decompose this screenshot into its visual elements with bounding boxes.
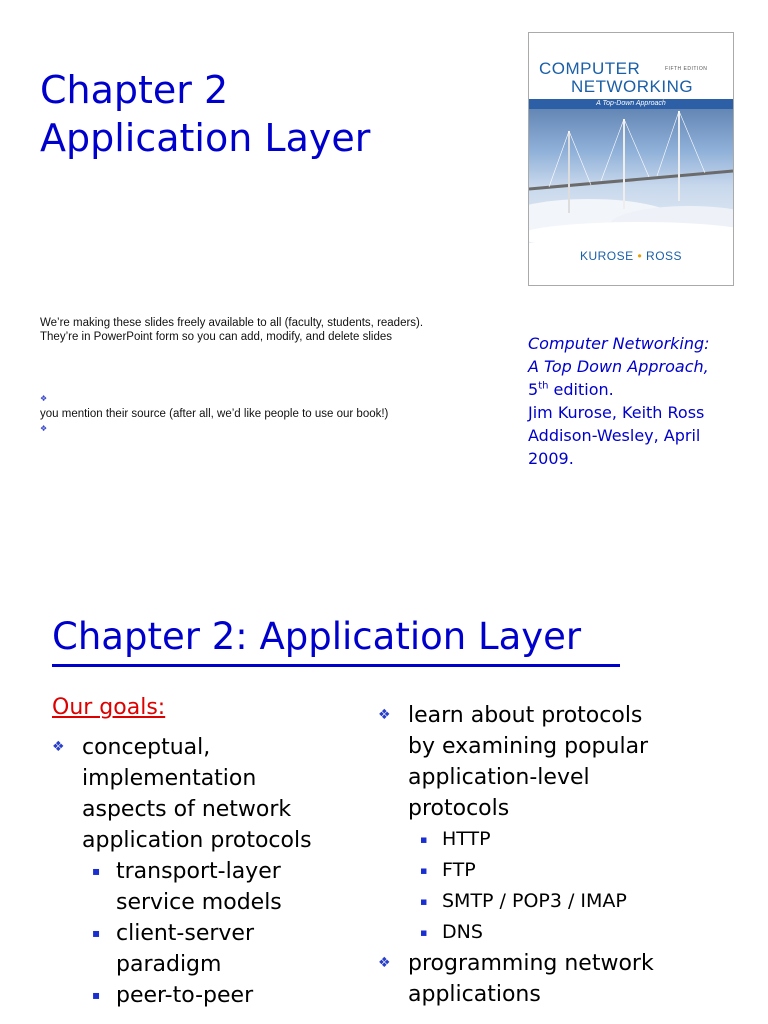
protocol-item-ftp [378, 855, 758, 886]
square-bullet-icon: ▪ [92, 988, 101, 1002]
list-subitem [52, 918, 352, 980]
book-cover [528, 32, 734, 286]
list-item [52, 732, 352, 856]
list-subitem-line: paradigm [116, 952, 222, 977]
protocol-item-http [378, 824, 758, 855]
bridge-illustration [529, 101, 733, 243]
goals-heading: Our goals: [52, 695, 166, 720]
list-item [378, 700, 758, 824]
bullet-icon: ❖ [40, 424, 48, 433]
protocol-label: SMTP / POP3 / IMAP [442, 890, 627, 912]
bullet-icon: ❖ [40, 394, 48, 403]
list-item [378, 948, 758, 1010]
chapter-title-line2: Application Layer [40, 116, 371, 160]
cover-bridge-photo [529, 101, 733, 243]
list-item-line: programming network [408, 951, 654, 976]
license-line2: They’re in PowerPoint form so you can add, modify, and delete slides [40, 331, 392, 343]
cover-title-line1: COMPUTER [539, 59, 641, 78]
list-subitem-line: peer-to-peer [116, 983, 254, 1008]
protocol-label: HTTP [442, 828, 491, 850]
list-item-line: implementation [82, 766, 257, 791]
goals-left-column [52, 732, 352, 1011]
square-bullet-icon: ▪ [420, 833, 428, 846]
protocol-label: DNS [442, 921, 483, 943]
list-item-line: application protocols [82, 828, 312, 853]
list-subitem-line: transport-layer [116, 859, 281, 884]
chapter-title-line1: Chapter 2 [40, 68, 229, 112]
citation-line2: A Top Down Approach, [528, 357, 709, 376]
chapter-title [40, 66, 370, 162]
list-item-line: aspects of network [82, 797, 292, 822]
citation-publisher: Addison-Wesley, April [528, 426, 701, 445]
square-bullet-icon: ▪ [420, 864, 428, 877]
list-subitem [52, 856, 352, 918]
license-line1: We’re making these slides freely available to all (faculty, students, readers). [40, 317, 424, 329]
list-item-line: conceptual, [82, 735, 211, 760]
citation-authors: Jim Kurose, Keith Ross [528, 403, 705, 422]
cover-edition: FIFTH EDITION [665, 66, 708, 72]
list-item-line: applications [408, 982, 541, 1007]
square-bullet-icon: ▪ [92, 864, 101, 878]
list-item-line: learn about protocols [408, 703, 643, 728]
citation-edition-number: 5 [528, 380, 539, 399]
cover-author-2: ROSS [646, 249, 683, 263]
protocol-item-dns [378, 917, 758, 948]
cover-authors [529, 249, 733, 263]
bullet-icon: ❖ [378, 955, 391, 971]
list-subitem-line: service models [116, 890, 282, 915]
citation-edition-rest: edition. [548, 380, 614, 399]
license-line3: you mention their source (after all, we’d like people to use our book!) [40, 408, 389, 420]
protocol-label: FTP [442, 859, 476, 881]
bullet-icon: ❖ [378, 707, 391, 723]
goals-right-column [378, 700, 758, 1010]
cover-title-line2: NETWORKING [571, 77, 694, 96]
square-bullet-icon: ▪ [420, 895, 428, 908]
citation-edition [528, 378, 764, 401]
license-text [40, 316, 480, 344]
title-underline [52, 664, 620, 667]
list-subitem [52, 980, 352, 1011]
slide-title: Chapter 2: Application Layer [52, 615, 582, 658]
list-item-line: by examining popular [408, 734, 649, 759]
list-subitem-line: client-server [116, 921, 255, 946]
protocol-item-smtp [378, 886, 758, 917]
bullet-icon: ❖ [52, 739, 65, 755]
citation-line1: Computer Networking: [528, 334, 710, 353]
list-item-line: application-level [408, 765, 590, 790]
list-item-line: protocols [408, 796, 510, 821]
book-citation [528, 332, 764, 470]
square-bullet-icon: ▪ [92, 926, 101, 940]
cover-author-separator: • [637, 249, 643, 263]
goals-slide [0, 580, 768, 1024]
square-bullet-icon: ▪ [420, 926, 428, 939]
citation-edition-sup: th [538, 380, 549, 392]
cover-author-1: KUROSE [579, 249, 634, 263]
citation-year: 2009. [528, 449, 574, 468]
cover-subtitle: A Top-Down Approach [529, 99, 733, 109]
